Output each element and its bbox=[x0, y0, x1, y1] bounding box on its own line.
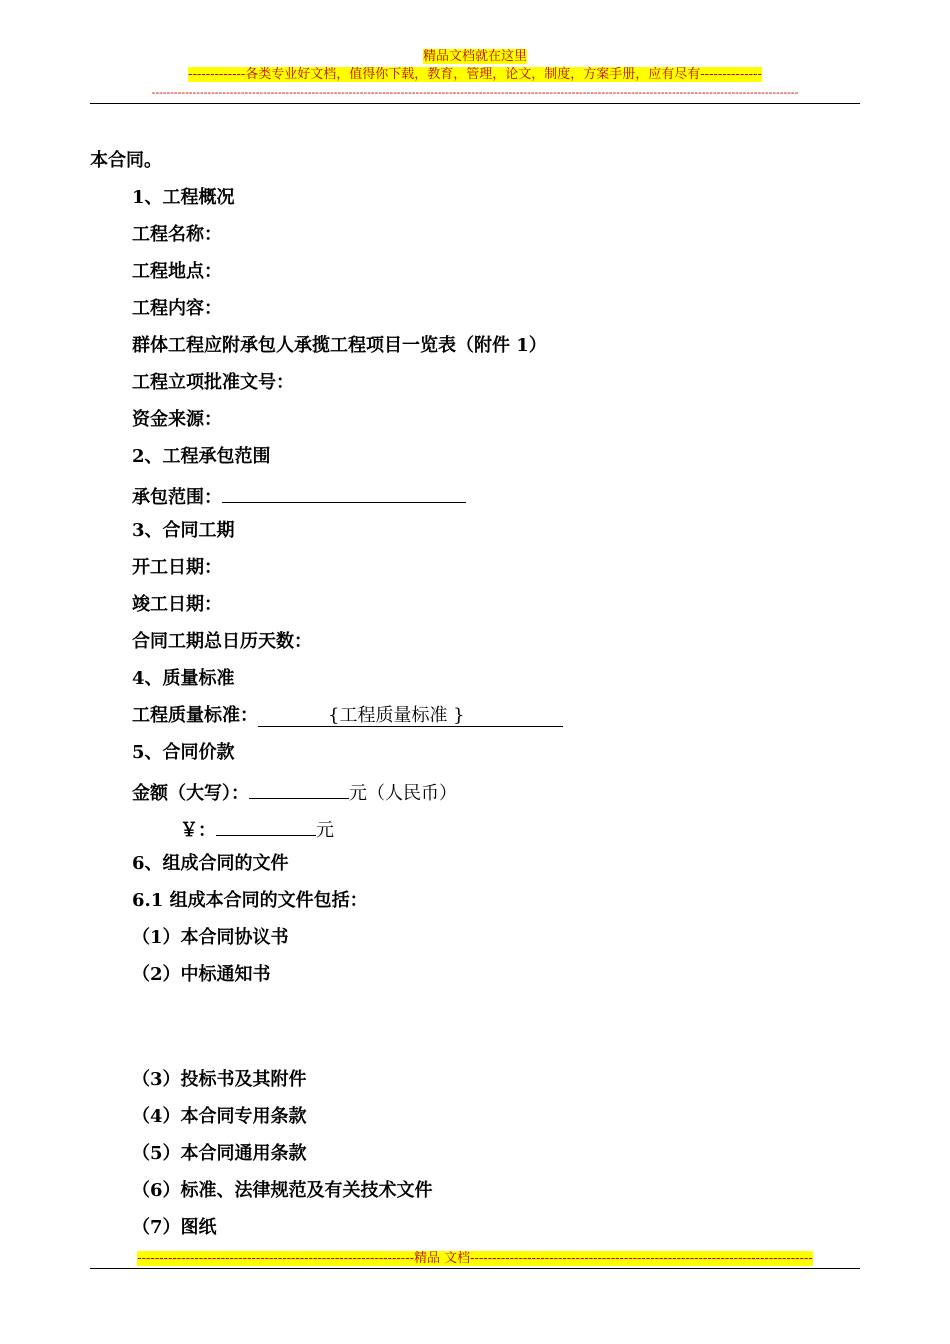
header-title bbox=[0, 48, 950, 65]
doc-item: （3）投标书及其附件 bbox=[132, 1069, 307, 1090]
yen-label: ￥： bbox=[180, 820, 216, 841]
header-title-text: 精品文档就在这里 bbox=[422, 49, 527, 64]
footer bbox=[0, 1251, 950, 1267]
scope-label: 承包范围： bbox=[132, 487, 222, 508]
amount-unit: 元（人民币） bbox=[349, 783, 457, 804]
project-content-label: 工程内容： bbox=[132, 298, 222, 319]
yen-unit: 元 bbox=[316, 820, 334, 841]
scope-row bbox=[132, 483, 466, 509]
amount-row bbox=[132, 779, 457, 805]
doc-item: （2）中标通知书 bbox=[132, 964, 271, 985]
section-5-heading: 5、合同价款 bbox=[132, 742, 235, 763]
header-dashes: ------------------------------------------------------------------------------------------------------------------------------------------------------------------------------ bbox=[151, 86, 799, 99]
section-6-1: 6.1 组成本合同的文件包括： bbox=[132, 890, 368, 911]
footer-left-dashes: --------------------------------------------------------------- bbox=[137, 1251, 414, 1266]
doc-item: （1）本合同协议书 bbox=[132, 927, 289, 948]
section-4-heading: 4、质量标准 bbox=[132, 668, 235, 689]
doc-item: （7）图纸 bbox=[132, 1217, 217, 1238]
yen-blank bbox=[216, 816, 316, 836]
section-6-heading: 6、组成合同的文件 bbox=[132, 853, 289, 874]
yen-row bbox=[180, 816, 334, 842]
start-date-label: 开工日期： bbox=[132, 557, 222, 578]
total-days-label: 合同工期总日历天数： bbox=[132, 631, 312, 652]
quality-row bbox=[132, 705, 563, 727]
doc-item: （4）本合同专用条款 bbox=[132, 1106, 307, 1127]
footer-banner bbox=[137, 1251, 813, 1266]
header-rule bbox=[90, 103, 860, 104]
approval-number-label: 工程立项批准文号： bbox=[132, 372, 294, 393]
project-name-label: 工程名称： bbox=[132, 224, 222, 245]
quality-label: 工程质量标准： bbox=[132, 705, 258, 726]
footer-rule bbox=[90, 1268, 860, 1269]
doc-item: （6）标准、法律规范及有关技术文件 bbox=[132, 1180, 433, 1201]
section-1-heading: 1、工程概况 bbox=[132, 187, 235, 208]
finish-date-label: 竣工日期： bbox=[132, 594, 222, 615]
header-subtitle-text: -------------各类专业好文档，值得你下载，教育，管理，论文，制度，方案手册，应有尽有-------------- bbox=[188, 67, 762, 82]
scope-blank bbox=[222, 483, 466, 503]
footer-right-dashes: ------------------------------------------------------------------------------ bbox=[470, 1251, 813, 1266]
amount-label: 金额（大写）： bbox=[132, 783, 249, 804]
section-3-heading: 3、合同工期 bbox=[132, 520, 235, 541]
quality-value: {工程质量标准 } bbox=[258, 706, 563, 727]
group-project-note: 群体工程应附承包人承揽工程项目一览表（附件 1） bbox=[132, 335, 547, 356]
project-location-label: 工程地点： bbox=[132, 261, 222, 282]
funding-source-label: 资金来源： bbox=[132, 409, 222, 430]
intro-text: 本合同。 bbox=[90, 150, 162, 171]
header-subtitle bbox=[0, 66, 950, 83]
amount-blank bbox=[249, 779, 349, 799]
footer-center: 精品 文档 bbox=[413, 1251, 471, 1266]
section-2-heading: 2、工程承包范围 bbox=[132, 446, 271, 467]
doc-item: （5）本合同通用条款 bbox=[132, 1143, 307, 1164]
